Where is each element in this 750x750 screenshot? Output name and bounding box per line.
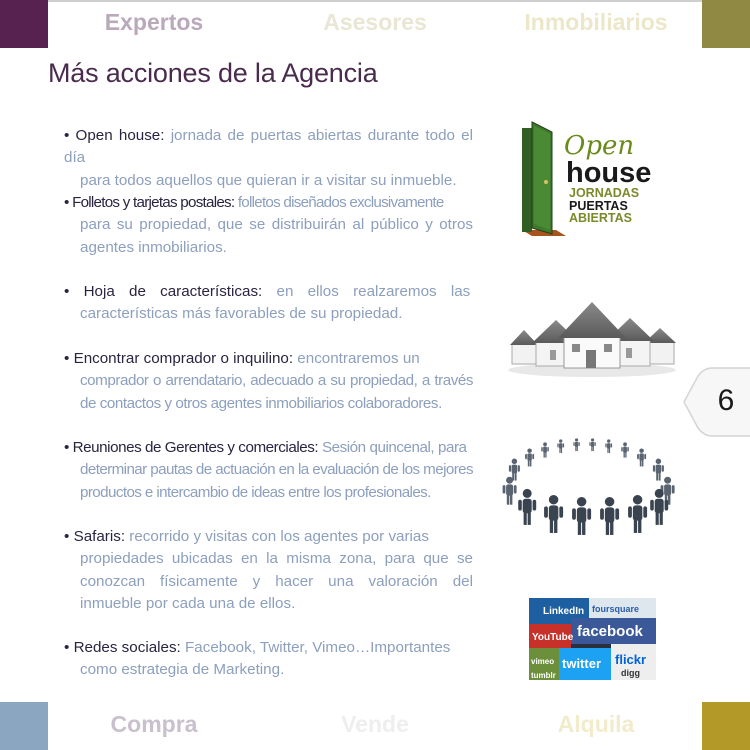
logo-linkedin: LinkedIn <box>543 606 585 617</box>
houses-icon <box>506 298 678 378</box>
logo-twitter: twitter <box>562 656 601 671</box>
top-band-word-expertos: Expertos <box>104 9 204 35</box>
logo-flickr: flickr <box>615 652 647 667</box>
bullet: • <box>64 439 69 456</box>
bullet: • <box>64 350 70 367</box>
logo-digg: digg <box>621 668 640 678</box>
people-circle-icon <box>502 436 682 536</box>
item-term: Redes sociales: <box>73 639 181 656</box>
item-text-continued: para su propiedad, que se distribuirán al público y otros agentes inmobiliarios. <box>80 216 473 256</box>
list-item <box>64 125 473 192</box>
item-term: Encontrar comprador o inquilino: <box>73 350 294 367</box>
corner-block-bottom-left <box>0 702 48 750</box>
item-text-continued: como estrategia de Marketing. <box>80 661 285 679</box>
logo-facebook: facebook <box>577 623 643 640</box>
logo-foursquare: foursquare <box>592 604 640 614</box>
top-band-word-inmobiliarios: Inmobiliarios <box>524 9 668 35</box>
open-house-door-icon <box>516 118 662 240</box>
list-item <box>64 437 473 504</box>
bullet: • <box>64 127 70 144</box>
list-item <box>64 348 473 415</box>
item-text-continued: comprador o arrendatario, adecuado a su propiedad, a través de contactos y otros agentes inmobiliarios colaboradores. <box>80 372 473 412</box>
bottom-band-word-alquila: Alquila <box>557 711 635 737</box>
corner-block-top-right <box>702 0 750 48</box>
corner-block-top-left <box>0 0 48 48</box>
page-title: Más acciones de la Agencia <box>48 58 378 88</box>
sign-puertas: PUERTAS <box>569 199 628 213</box>
item-text-continued: determinar pautas de actuación en la evaluación de los mejores productos e intercambio de ideas entre los profesionales. <box>80 461 473 501</box>
page-number: 6 <box>717 384 735 417</box>
item-text-continued: características más favorables de su propiedad. <box>80 305 403 323</box>
item-term: Folletos y tarjetas postales: <box>72 194 235 211</box>
social-media-collage-icon <box>529 598 656 680</box>
bottom-band-word-compra: Compra <box>110 711 198 737</box>
item-text: encontraremos un <box>297 350 420 367</box>
item-term: Open house: <box>75 127 165 144</box>
logo-vimeo: vimeo <box>531 657 555 666</box>
bottom-band-word-vende: Vende <box>341 711 409 737</box>
item-text-continued: propiedades ubicadas en la misma zona, para que se conozcan físicamente y hacer una valoración del inmueble por cada una de ellos. <box>80 550 473 613</box>
item-term: Safaris: <box>73 528 126 545</box>
item-term: Reuniones de Gerentes y comerciales: <box>72 439 319 456</box>
list-item <box>64 637 473 682</box>
bullet: • <box>64 528 70 545</box>
item-text-continued: para todos aquellos que quieran ir a visitar su inmueble. <box>80 171 457 189</box>
item-text: jornada de puertas abiertas durante todo el día <box>64 127 473 167</box>
bullet: • <box>64 194 69 211</box>
logo-youtube: YouTube <box>532 632 574 643</box>
sign-house: house <box>566 157 652 189</box>
item-text: en ellos realzaremos las <box>276 283 471 300</box>
item-text: Facebook, Twitter, Vimeo…Importantes <box>185 639 451 656</box>
bullet: • <box>64 639 70 656</box>
top-band-word-asesores: Asesores <box>323 9 427 35</box>
item-term: Hoja de características: <box>83 283 263 300</box>
item-text: Sesión quincenal, para <box>321 439 467 456</box>
item-text: folletos diseñados exclusivamente <box>237 194 444 211</box>
sign-jornadas: JORNADAS <box>569 186 640 200</box>
corner-block-bottom-right <box>702 702 750 750</box>
list-item <box>64 192 473 259</box>
list-item <box>64 281 473 326</box>
list-item <box>64 526 473 616</box>
item-text: recorrido y visitas con los agentes por varias <box>129 528 429 545</box>
sign-abiertas: ABIERTAS <box>569 211 632 225</box>
bullet: • <box>64 283 70 300</box>
logo-tumblr: tumblr <box>531 671 556 680</box>
top-rule <box>48 0 702 2</box>
sign-open: Open <box>564 131 635 161</box>
